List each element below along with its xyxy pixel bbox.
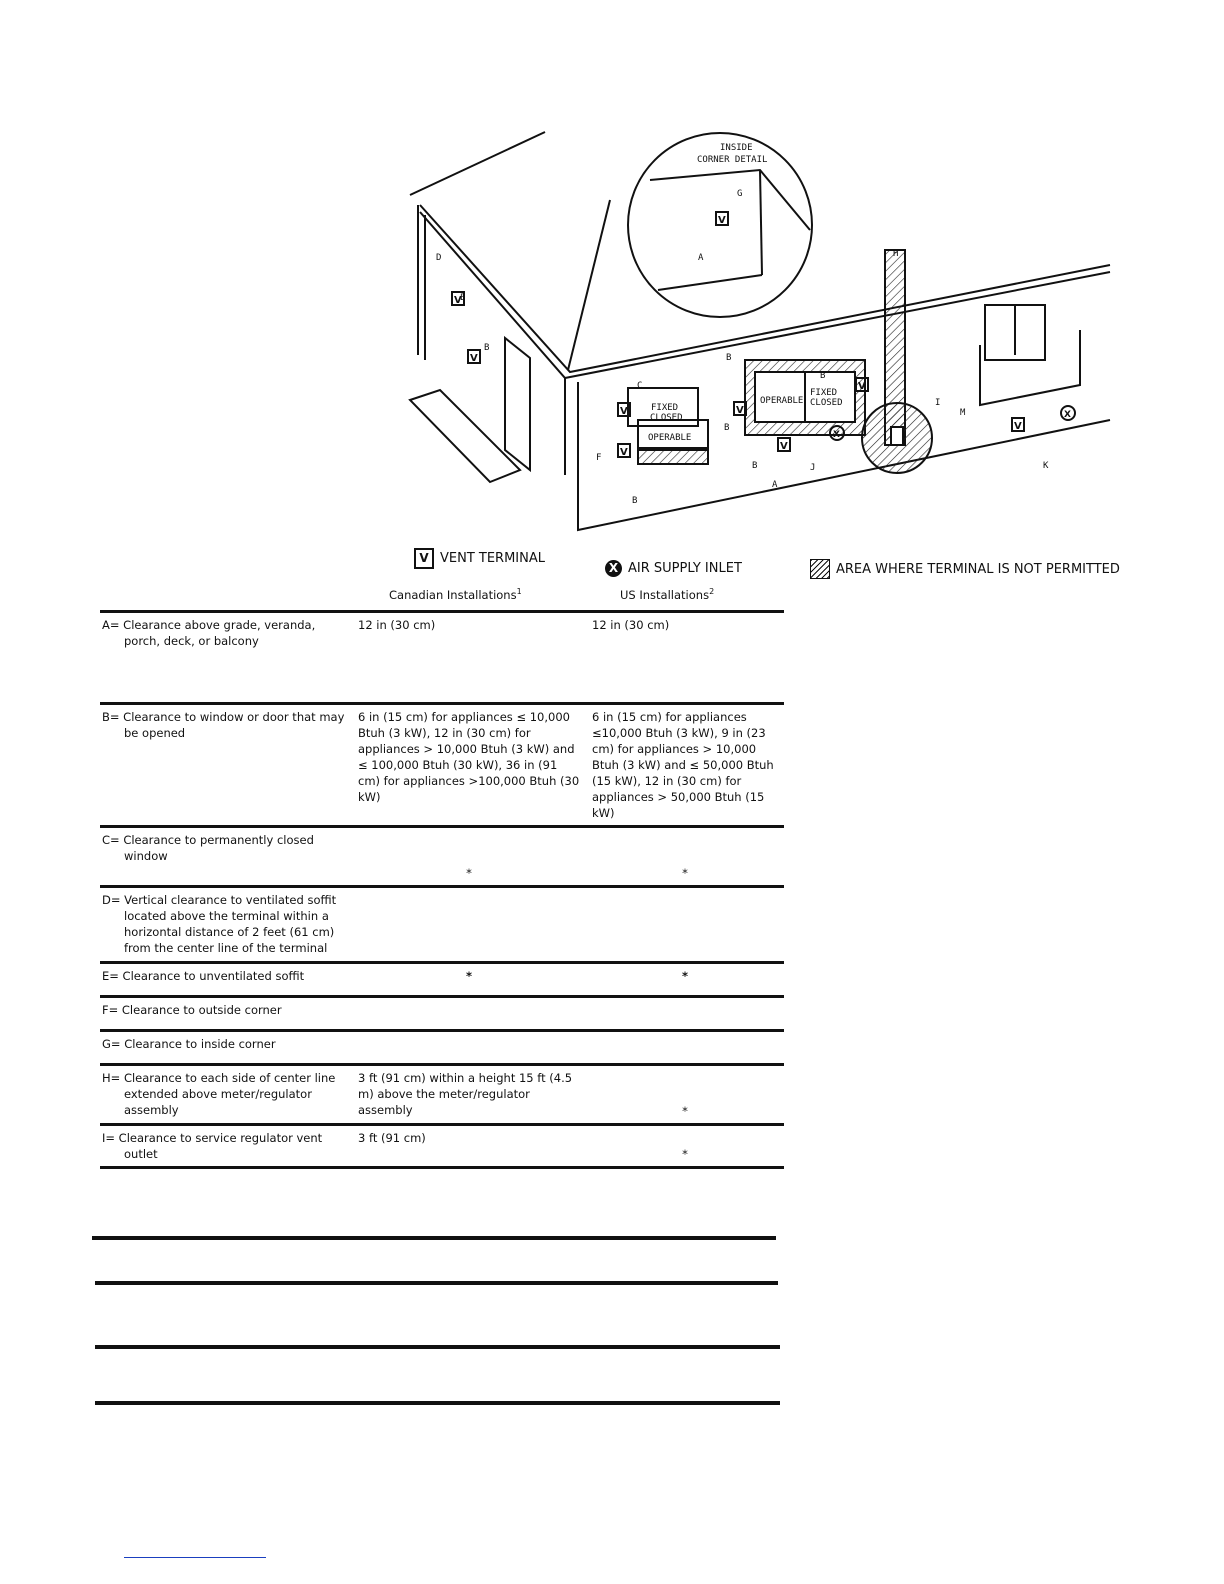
- us-value: 6 in (15 cm) for appliances ≤10,000 Btuh (3 kW), 9 in (23 cm) for appliances > 10,000 Btuh (3 kW) and ≤ 50,000 Btuh (15 kW), 12 in (30 cm) for appliances > 50,000 Btuh (15 kW): [592, 710, 774, 820]
- marker-b-lower: B: [752, 461, 758, 471]
- vent-terminal-icon: V: [718, 215, 726, 226]
- vent-terminal-icon: V: [454, 295, 462, 306]
- marker-d: D: [436, 253, 442, 263]
- vent-clearance-diagram: [400, 120, 1120, 540]
- inset-label-1: INSIDE: [720, 143, 753, 153]
- table-row: [100, 997, 784, 1031]
- table-row: [100, 827, 784, 887]
- marker-k: K: [1043, 461, 1049, 471]
- footnote-separator: [124, 1557, 266, 1558]
- eave-line: [420, 205, 1110, 372]
- column-header-us: US Installations$^2$: [620, 587, 715, 602]
- table-row: [100, 887, 784, 963]
- closed-label: CLOSED: [650, 413, 683, 423]
- marker-b-mid: B: [724, 423, 730, 433]
- marker-b-top: B: [726, 353, 732, 363]
- row-label: D= Vertical clearance to ventilated soffit located above the terminal within a horizontal distance of 2 feet (61 cm) from the center line of the terminal: [102, 893, 337, 955]
- fixed-label-2: FIXED: [810, 388, 838, 398]
- table-row: [100, 963, 784, 997]
- us-value: *: [681, 969, 688, 983]
- canadian-value: 3 ft (91 cm) within a height 15 ft (4.5 m) above the meter/regulator assembly: [358, 1071, 573, 1117]
- operable-label-2: OPERABLE: [760, 396, 804, 406]
- marker-a: A: [772, 480, 778, 490]
- marker-j: J: [810, 463, 816, 473]
- fixed-label: FIXED: [651, 403, 679, 413]
- marker-g: G: [737, 189, 743, 199]
- operable-label: OPERABLE: [648, 433, 692, 443]
- row-label: C= Clearance to permanently closed window: [102, 833, 314, 863]
- horizontal-rule: [95, 1401, 780, 1405]
- marker-m: M: [960, 408, 966, 418]
- air-supply-icon: X: [1064, 410, 1071, 420]
- canadian-value: [352, 1031, 586, 1065]
- marker-a-inset: A: [698, 253, 704, 263]
- vent-terminal-icon: V: [414, 548, 434, 569]
- marker-e: E: [460, 293, 466, 303]
- canadian-value: [352, 997, 586, 1031]
- roof-edge: [410, 132, 545, 195]
- table-row: [100, 1031, 784, 1065]
- column-header-canadian: Canadian Installations$^1$: [389, 587, 522, 602]
- row-label: F= Clearance to outside corner: [102, 1003, 282, 1017]
- horizontal-rule: [95, 1281, 778, 1285]
- legend-air-supply-label: AIR SUPPLY INLET: [628, 561, 742, 576]
- marker-i: I: [935, 398, 941, 408]
- legend-vent-terminal: [414, 548, 545, 569]
- vent-terminal-icon: V: [780, 441, 788, 452]
- canadian-value: *: [466, 866, 472, 880]
- air-supply-icon: X: [605, 560, 622, 577]
- row-label: I= Clearance to service regulator vent outlet: [102, 1131, 323, 1161]
- marker-f: F: [596, 453, 602, 463]
- table-row: [100, 1125, 784, 1168]
- us-value: [586, 887, 784, 963]
- table-row: [100, 1065, 784, 1125]
- vent-terminal-icon: V: [1014, 421, 1022, 432]
- vent-terminal-icon: V: [736, 405, 744, 416]
- us-value: *: [682, 1147, 688, 1161]
- canadian-value: 6 in (15 cm) for appliances ≤ 10,000 Btuh (3 kW), 12 in (30 cm) for appliances > 10,000 Btuh (3 kW) and ≤ 100,000 Btuh (30 kW), 36 in (91 cm) for appliances >100,000 Btuh (30 kW): [358, 710, 580, 804]
- horizontal-rule: [95, 1345, 780, 1349]
- legend-not-permitted: [810, 559, 1120, 579]
- us-value: 12 in (30 cm): [592, 618, 670, 632]
- marker-b-bottom: B: [632, 496, 638, 506]
- marker-b-left: B: [484, 343, 490, 353]
- row-label: E= Clearance to unventilated soffit: [102, 969, 305, 983]
- legend-vent-terminal-label: VENT TERMINAL: [440, 551, 546, 566]
- canadian-value: *: [465, 969, 472, 983]
- us-value: *: [682, 1104, 688, 1118]
- vent-terminal-icon: V: [470, 353, 478, 364]
- row-label: B= Clearance to window or door that may be opened: [102, 710, 345, 740]
- canadian-value: 3 ft (91 cm): [358, 1131, 426, 1145]
- vent-terminal-icon: V: [620, 406, 628, 417]
- legend-not-permitted-label: AREA WHERE TERMINAL IS NOT PERMITTED: [836, 561, 1120, 577]
- row-label: A= Clearance above grade, veranda, porch, deck, or balcony: [102, 618, 316, 648]
- legend-air-supply-inlet: [605, 560, 742, 577]
- table-row: [100, 612, 784, 704]
- us-value: [586, 1031, 784, 1065]
- canadian-value: 12 in (30 cm): [358, 618, 436, 632]
- marker-b-right: B: [820, 371, 826, 381]
- roof-hip: [568, 200, 610, 370]
- horizontal-rule: [92, 1236, 776, 1240]
- row-label: G= Clearance to inside corner: [102, 1037, 276, 1051]
- marker-h: H: [893, 249, 899, 259]
- marker-c: C: [637, 381, 643, 391]
- us-value: *: [682, 866, 688, 880]
- table-row: [100, 704, 784, 827]
- vent-terminal-icon: V: [620, 447, 628, 458]
- vent-terminal-icon: V: [858, 381, 866, 392]
- row-label: H= Clearance to each side of center line extended above meter/regulator assembly: [102, 1071, 336, 1117]
- clearance-table: [100, 610, 784, 1169]
- us-value: [586, 997, 784, 1031]
- inset-label-2: CORNER DETAIL: [697, 155, 768, 165]
- air-supply-icon: X: [833, 430, 840, 440]
- door: [505, 338, 530, 470]
- hatched-area-icon: [810, 559, 830, 579]
- closed-label-2: CLOSED: [810, 398, 843, 408]
- canadian-value: [352, 887, 586, 963]
